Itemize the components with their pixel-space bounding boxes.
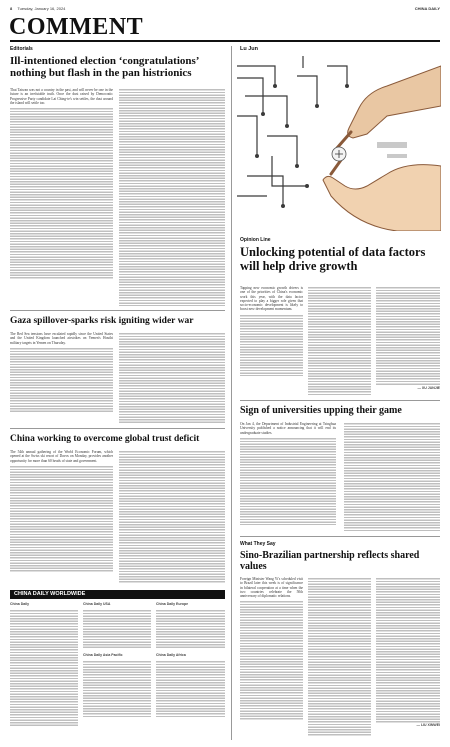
lead-editorial-headline: Ill-intentioned election ‘congratulations’ nothing but flash in the pan histrionics: [10, 55, 199, 80]
opinion-body-col3: [376, 286, 440, 396]
paper-name: CHINA DAILY: [414, 6, 440, 11]
third-editorial-headline: China working to overcome global trust deficit: [10, 434, 200, 444]
page-number: 8: [10, 6, 13, 11]
lead-editorial-text-continued: [10, 107, 113, 279]
editorial-divider-2: [10, 428, 225, 429]
opinion-label: Opinion Line: [240, 237, 271, 243]
worldwide-banner: CHINA DAILY WORLDWIDE: [10, 590, 225, 599]
editorial-divider-1: [10, 310, 225, 311]
masthead-meta: [10, 6, 440, 12]
opinion-headline: Unlocking potential of data factors will help drive growth: [240, 245, 426, 273]
opinion-credit: — XU JUNJIE: [417, 386, 440, 390]
lead-editorial-body: That Taiwan was not a country in the past, and will never be one in the future is an irrefutable truth. Once the dust raised by Democratic Progressive Party candidate Lai Ching-te's win settles, the dust around the island will settle too.: [10, 88, 113, 306]
opinion-divider: [240, 400, 440, 401]
what-they-say-body-col3: [376, 577, 440, 737]
office-europe: China Daily Europe China Daily Africa: [156, 602, 225, 718]
offices-block: [10, 602, 225, 740]
third-editorial-body: The 54th annual gathering of the World Economic Forum, which opened at the Swiss ski resort of Davos on Monday, provides another opportunity for more than 60 heads of state and government.: [10, 450, 113, 584]
what-they-say-label: What They Say: [240, 541, 276, 547]
sign-divider: [240, 536, 440, 537]
data-spark: [332, 147, 346, 161]
hands-illustration-svg: [237, 56, 441, 231]
sign-body-col2: [344, 422, 440, 532]
what-they-say-body: Foreign Minister Wang Yi's scheduled visit to Brazil later this week is of significance in bilateral cooperation at a time when the two countries celebrate the 50th anniversary of diplomatic relations.: [240, 577, 303, 737]
what-they-say-credit: — LIU XINWEI: [416, 723, 440, 727]
second-editorial-headline: Gaza spillover-sparks risk igniting wider war: [10, 316, 194, 326]
opinion-illustration: [237, 56, 441, 231]
editorials-label: Editorials: [10, 46, 33, 52]
second-editorial-body: The Red Sea tensions have escalated rapidly since the United States and the United Kingdom launched airstrikes on Yemen's Houthi military targets in Yemen on Thursday.: [10, 332, 113, 424]
opinion-body: Tapping new economic growth drivers is one of the priorities of China's economic work this year, with the data factor expected to play a bigger role given that socio-economic development is likely to boost new development momentum.: [240, 286, 303, 396]
second-editorial-body-col2: [119, 332, 225, 424]
sign-body: On Jan 4, the Department of Industrial Engineering at Tsinghua University published a notice announcing that it will end its undergraduate studies.: [240, 422, 336, 532]
column-divider: [231, 46, 232, 740]
opinion-body-col2: [308, 286, 371, 396]
date-line: Tuesday, January 16, 2024: [17, 6, 66, 11]
sign-headline: Sign of universities upping their game: [240, 405, 402, 416]
what-they-say-headline: Sino-Brazilian partnership reflects shared values: [240, 550, 420, 572]
office-usa: China Daily USA China Daily Asia Pacific: [83, 602, 151, 718]
author-byline: Lu Jun: [240, 46, 259, 52]
third-editorial-body-col2: [119, 450, 225, 584]
lead-editorial-body-col2: [119, 88, 225, 306]
office-china: China Daily: [10, 602, 78, 727]
masthead-rule: [10, 40, 440, 42]
what-they-say-body-col2: [308, 577, 371, 737]
section-title: COMMENT: [9, 14, 144, 40]
